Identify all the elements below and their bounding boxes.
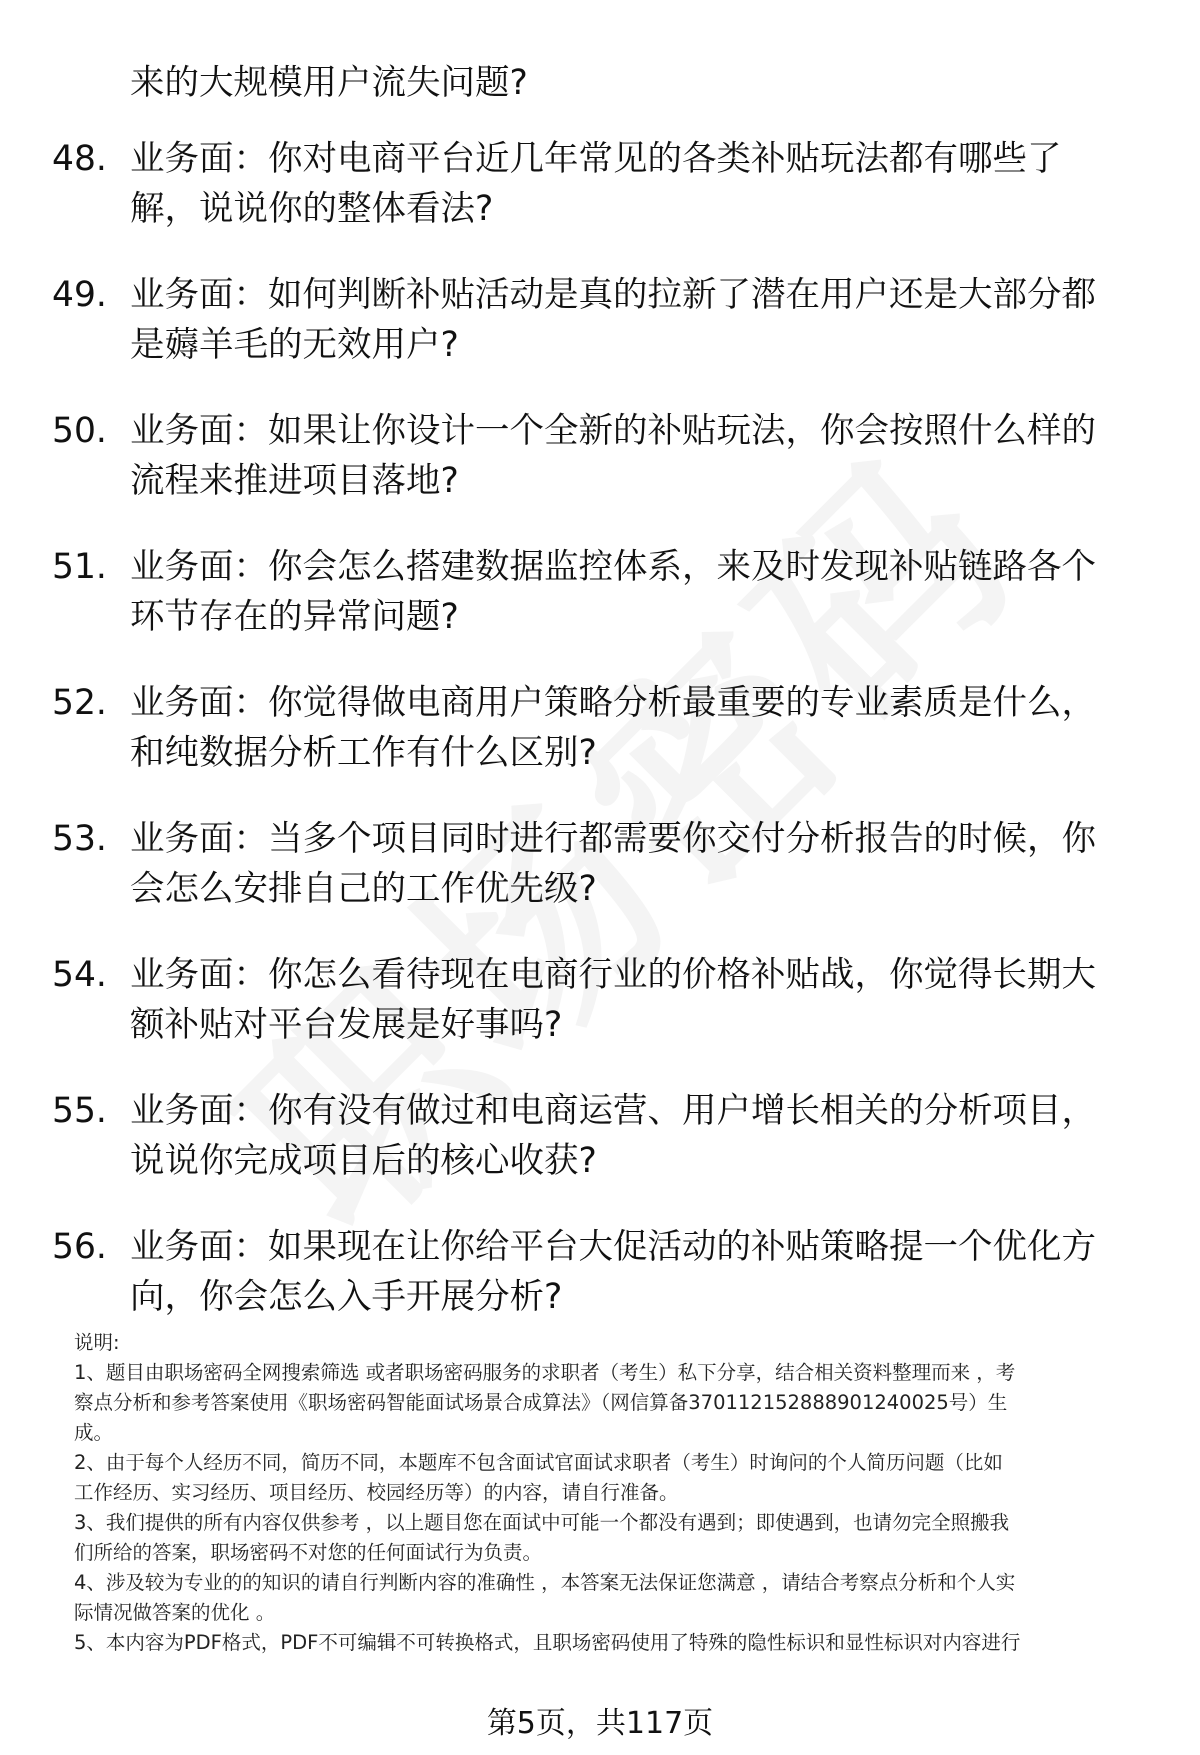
question-item	[52, 270, 1152, 386]
notes-line: 成。	[74, 1421, 114, 1444]
question-line: 业务面：如果现在让你给平台大促活动的补贴策略提一个优化方	[130, 1227, 1096, 1267]
question-text	[130, 270, 1200, 370]
question-item	[52, 678, 1152, 794]
question-number: 49.	[52, 275, 107, 315]
question-line: 额补贴对平台发展是好事吗?	[130, 1005, 563, 1045]
question-item	[52, 134, 1152, 250]
question-item	[52, 950, 1152, 1066]
question-line: 会怎么安排自己的工作优先级?	[130, 869, 597, 909]
question-line: 说说你完成项目后的核心收获?	[130, 1141, 597, 1181]
question-line: 业务面：你会怎么搭建数据监控体系，来及时发现补贴链路各个	[130, 547, 1096, 587]
question-text	[130, 134, 1200, 234]
question-number: 55.	[52, 1091, 107, 1131]
notes-line: 们所给的答案，职场密码不对您的任何面试行为负责。	[74, 1541, 543, 1564]
question-line: 业务面：如何判断补贴活动是真的拉新了潜在用户还是大部分都	[130, 275, 1096, 315]
question-line: 业务面：当多个项目同时进行都需要你交付分析报告的时候，你	[130, 819, 1096, 859]
notes-line: 5、本内容为PDF格式，PDF不可编辑不可转换格式，且职场密码使用了特殊的隐性标识和显性标识对内容进行	[74, 1631, 1021, 1654]
question-item	[52, 814, 1152, 930]
notes-line: 1、题目由职场密码全网搜索筛选 或者职场密码服务的求职者（考生）私下分享，结合相关资料整理而来 ，考	[74, 1361, 1016, 1384]
question-text	[130, 950, 1200, 1050]
question-text	[130, 406, 1200, 506]
question-number: 56.	[52, 1227, 107, 1267]
question-line: 是薅羊毛的无效用户?	[130, 325, 459, 365]
notes-section	[74, 1328, 1154, 1658]
question-line: 业务面：你觉得做电商用户策略分析最重要的专业素质是什么，	[130, 683, 1096, 723]
question-line: 向，你会怎么入手开展分析?	[130, 1277, 563, 1317]
question-item	[52, 406, 1152, 522]
question-number: 48.	[52, 139, 107, 179]
question-text	[130, 678, 1200, 778]
question-line: 业务面：你有没有做过和电商运营、用户增长相关的分析项目，	[130, 1091, 1096, 1131]
question-list	[52, 134, 1152, 1358]
question-number: 54.	[52, 955, 107, 995]
question-line: 环节存在的异常问题?	[130, 597, 459, 637]
question-line: 和纯数据分析工作有什么区别?	[130, 733, 597, 773]
question-47-continuation: 来的大规模用户流失问题?	[130, 63, 528, 103]
question-item	[52, 1086, 1152, 1202]
question-text	[130, 542, 1200, 642]
notes-title: 说明:	[74, 1331, 120, 1354]
notes-line: 察点分析和参考答案使用《职场密码智能面试场景合成算法》（网信算备370112152888901240025号）生	[74, 1391, 1008, 1414]
page-indicator: 第5页，共117页	[486, 1706, 714, 1741]
notes-line: 际情况做答案的优化 。	[74, 1601, 276, 1624]
notes-line: 4、涉及较为专业的的知识的请自行判断内容的准确性 ，本答案无法保证您满意 ，请结合考察点分析和个人实	[74, 1571, 1016, 1594]
question-line: 流程来推进项目落地?	[130, 461, 459, 501]
question-line: 解，说说你的整体看法?	[130, 189, 494, 229]
question-item	[52, 1222, 1152, 1338]
question-line: 业务面：你怎么看待现在电商行业的价格补贴战，你觉得长期大	[130, 955, 1096, 995]
question-text	[130, 1222, 1200, 1322]
question-number: 53.	[52, 819, 107, 859]
question-line: 业务面：如果让你设计一个全新的补贴玩法，你会按照什么样的	[130, 411, 1096, 451]
question-text	[130, 814, 1200, 914]
notes-line: 工作经历、实习经历、项目经历、校园经历等）的内容，请自行准备。	[74, 1481, 679, 1504]
question-item	[52, 542, 1152, 658]
notes-line: 3、我们提供的所有内容仅供参考 ，以上题目您在面试中可能一个都没有遇到；即使遇到，也请勿完全照搬我	[74, 1511, 1010, 1534]
question-number: 52.	[52, 683, 107, 723]
notes-line: 2、由于每个人经历不同，简历不同，本题库不包含面试官面试求职者（考生）时询问的个人简历问题（比如	[74, 1451, 1003, 1474]
question-text	[130, 1086, 1200, 1186]
question-line: 业务面：你对电商平台近几年常见的各类补贴玩法都有哪些了	[130, 139, 1062, 179]
question-number: 51.	[52, 547, 107, 587]
question-number: 50.	[52, 411, 107, 451]
